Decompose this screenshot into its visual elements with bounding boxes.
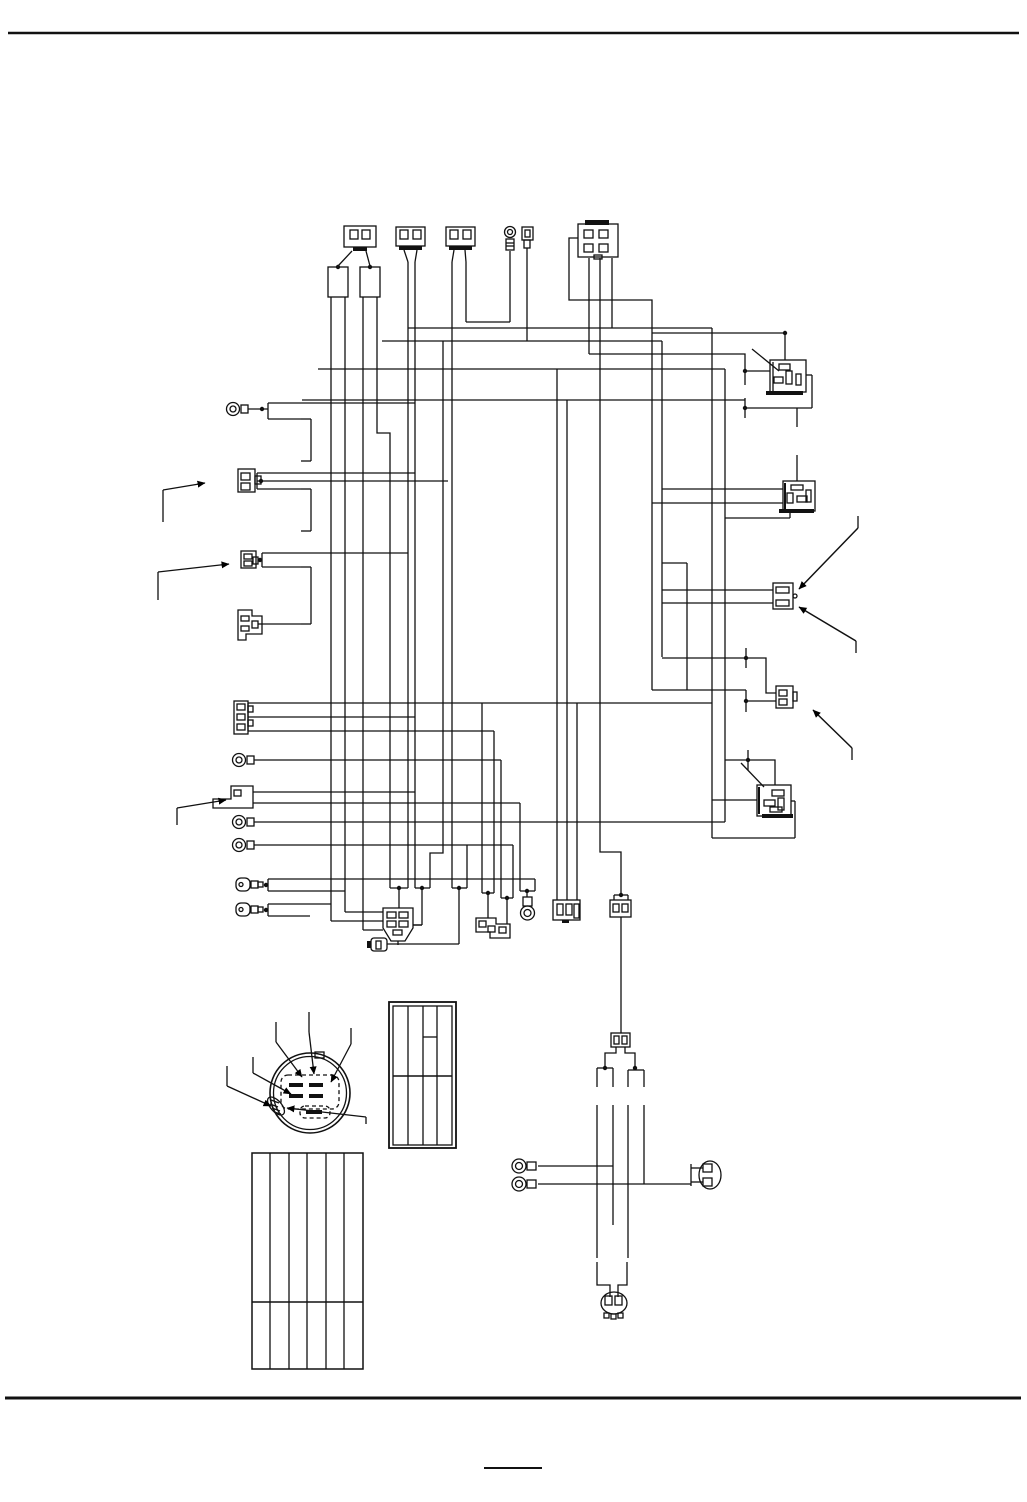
slot-connector-right-part [793, 594, 797, 598]
tail-harness-part [622, 1036, 627, 1044]
relay-connector-3-part [741, 763, 764, 787]
stepped-connector-part [488, 926, 495, 932]
relay-connector-3-part [772, 790, 784, 796]
spade-terminal-top-part [525, 230, 530, 237]
leader-arrow-1 [163, 483, 205, 490]
ignition-switch-part [270, 1053, 350, 1133]
bulb-socket-part [615, 1296, 622, 1305]
socket-connector-right [691, 1161, 721, 1189]
relay-connector-3-part [778, 798, 784, 810]
cdi-connector-part [399, 921, 408, 927]
ring-terminal-1 [227, 403, 269, 420]
relay-connector-1 [652, 331, 812, 427]
connector-3pin-stack-part [237, 724, 245, 730]
top-connector-4pin-part [599, 230, 608, 238]
ring-terminal-top-part [506, 239, 514, 250]
connector-4pin-bottom-part [562, 920, 569, 923]
top-connector-2pin-1-part [338, 251, 352, 266]
top-connector-2pin-1-part [350, 230, 358, 239]
fuse-holder-2-part [368, 265, 372, 269]
socket-connector-right-part [703, 1164, 712, 1172]
top-connector-2pin-3-part [465, 250, 466, 262]
cdi-connector [383, 908, 422, 945]
top-connector-2pin-1-part [344, 226, 376, 247]
top-connector-2pin-2-part [400, 230, 408, 239]
relay-connector-1-part [779, 364, 790, 370]
tail-harness-part [605, 1047, 616, 1068]
ring-terminal-7-part [527, 1180, 536, 1188]
ignition-arrow-3 [331, 1044, 351, 1082]
top-connector-2pin-1-part [353, 247, 367, 251]
ring-terminal-1-part [241, 405, 248, 413]
ring-terminal-4-part [247, 841, 254, 849]
connector-4pin-bottom [553, 900, 580, 923]
cdi-connector-part [399, 912, 408, 918]
top-connector-4pin-part [584, 244, 593, 252]
top-connector-2pin-1-part [366, 251, 370, 266]
ring-terminal-7-part [512, 1177, 526, 1191]
relay-connector-2-part [779, 509, 814, 513]
harness-mesh-part [589, 354, 745, 366]
connector-2pin-right-part [793, 692, 797, 701]
ring-terminal-7-part [516, 1181, 523, 1188]
connector-2pin-left-b-part [244, 561, 252, 566]
ring-terminal-3-part [233, 816, 246, 829]
top-connector-2pin-3-part [450, 230, 458, 239]
connector-2pin-left-c-part [252, 621, 258, 628]
ring-terminal-6-part [516, 1163, 523, 1170]
top-connector-2pin-1-part [362, 230, 370, 239]
top-connector-2pin-2-part [413, 230, 421, 239]
ring-terminal-3-part [236, 819, 242, 825]
harness-mesh-part [377, 297, 390, 888]
top-connector-2pin-3-part [449, 246, 472, 250]
ring-terminal-6-part [527, 1162, 536, 1170]
leader-arrow-3 [177, 800, 226, 808]
harness-mesh [248, 238, 745, 930]
right-leader-arrows [799, 516, 858, 760]
plug-connector [367, 938, 387, 951]
relay-connector-3-part [762, 814, 793, 818]
relay-connector-2-part [791, 485, 803, 490]
connector-2pin-left-c-part [241, 626, 249, 631]
ring-terminal-3 [233, 816, 255, 829]
page-furniture [5, 33, 1021, 1468]
stepped-connector [476, 918, 510, 938]
ignition-switch-part [281, 1075, 339, 1109]
ring-terminal-1-part [227, 403, 240, 416]
fuse-holder-1 [328, 265, 348, 297]
fuse-holder-1-part [328, 267, 348, 297]
fuse-holder-1-part [336, 265, 340, 269]
connector-table-large [252, 1153, 363, 1369]
leader-arrow-5 [799, 607, 856, 641]
relay-connector-1-part [766, 391, 803, 395]
relay-connector-1-part [796, 374, 801, 385]
ring-terminal-top [505, 227, 516, 251]
connector-2pin-left-a-part [241, 473, 250, 480]
ring-terminal-4 [233, 839, 255, 852]
stepped-connector-part [499, 927, 506, 933]
connector-2pin-right-part [746, 658, 776, 693]
relay-connector-2-part [787, 493, 793, 503]
top-connector-2pin-3 [446, 227, 475, 262]
flag-connector [213, 786, 253, 808]
connector-table-small [389, 1002, 456, 1148]
tail-harness-part [614, 1036, 619, 1044]
bullet-terminal-1 [236, 878, 268, 891]
stepped-connector-part [479, 921, 486, 927]
top-connector-4pin-part [599, 244, 608, 252]
bullet-terminal-2 [236, 903, 268, 916]
bulb-socket [601, 1292, 627, 1319]
connector-2pin-right-part [779, 699, 787, 705]
top-connector-4pin-part [585, 220, 609, 225]
spade-terminal-top-part [522, 227, 533, 240]
connector-4pin-bottom-part [566, 904, 572, 915]
connector-2pin-left-c [238, 610, 262, 640]
leader-arrow-4 [799, 528, 858, 589]
tail-harness-part [618, 1262, 627, 1297]
ring-terminal-4-part [233, 839, 246, 852]
tail-harness [538, 1033, 691, 1297]
connector-3pin-stack-part [248, 706, 253, 712]
slot-connector-right-part [776, 587, 789, 593]
plug-connector-part [367, 941, 371, 948]
ring-terminal-5-part [524, 910, 531, 917]
bullet-terminal-2-part [258, 907, 263, 912]
bulb-socket-part [604, 1313, 609, 1318]
spade-terminal-top-part [524, 240, 530, 248]
left-leader-arrows [158, 483, 229, 825]
bullet-terminal-2-part [251, 906, 258, 913]
ring-terminal-6 [512, 1159, 536, 1173]
bullet-terminal-1-part [258, 882, 263, 887]
fuse-holder-2-part [360, 267, 380, 297]
connector-2pin-right-part [779, 690, 787, 696]
connector-3pin-stack-part [237, 704, 245, 710]
ignition-arrow-5 [227, 1086, 271, 1106]
relay-connector-1-part [786, 371, 792, 384]
connector-2pin-bottom-part [622, 904, 628, 912]
ring-terminal-5-part [521, 906, 535, 920]
connector-3pin-stack-part [237, 714, 245, 720]
ring-terminal-2-part [247, 756, 254, 764]
connector-2pin-left-b [241, 551, 262, 568]
bottom-junction-brackets-part [619, 893, 623, 897]
leader-arrow-6 [813, 710, 852, 748]
tail-harness-part [625, 1047, 635, 1068]
ring-terminal-2-part [233, 754, 246, 767]
fuse-holder-2 [360, 265, 380, 297]
relay-connector-2 [652, 455, 815, 518]
connector-3pin-stack-part [248, 720, 253, 726]
ring-terminal-3-part [247, 818, 254, 826]
cdi-connector-part [387, 912, 396, 918]
slot-connector-right-part [776, 600, 789, 606]
bullet-terminal-1-part [251, 881, 258, 888]
connector-4pin-bottom-part [557, 904, 563, 915]
ignition-leader-arrows [227, 1012, 366, 1124]
top-connector-2pin-2-part [404, 250, 408, 262]
top-connector-2pin-2-part [399, 246, 422, 250]
cdi-connector-part [387, 921, 396, 927]
bulb-socket-part [605, 1296, 612, 1305]
ring-terminal-5 [521, 897, 535, 920]
relay-connector-3-part [748, 760, 775, 785]
spade-terminal-top [522, 227, 533, 248]
plug-connector-part [376, 941, 381, 949]
connector-3pin-stack-part [234, 701, 248, 734]
ring-terminal-2-part [236, 757, 242, 763]
connector-2pin-left-b-part [244, 554, 252, 559]
connector-2pin-bottom-part [613, 904, 619, 912]
relay-connector-3-part [764, 800, 775, 806]
ignition-switch [265, 1052, 350, 1133]
ring-terminal-1-part [260, 407, 264, 411]
ring-terminal-top-part [508, 230, 513, 235]
ring-terminal-2 [233, 754, 255, 767]
relay-connector-1-part [774, 377, 783, 383]
connector-2pin-left-a-part [241, 483, 250, 490]
top-connector-2pin-3-part [452, 250, 454, 262]
top-connector-2pin-2-part [415, 250, 417, 262]
slot-connector-right [662, 563, 797, 690]
top-connector-2pin-3-part [463, 230, 471, 239]
socket-connector-right-part [699, 1161, 721, 1189]
ring-terminal-top-part [505, 227, 516, 238]
top-connector-4pin [578, 220, 618, 259]
flag-connector-part [213, 786, 253, 808]
ring-terminal-4-part [236, 842, 242, 848]
connector-2pin-bottom [610, 900, 631, 1033]
cdi-connector-part [393, 930, 402, 935]
ring-terminal-1-part [230, 406, 236, 412]
bottom-junction-brackets [387, 886, 628, 944]
leader-arrow-2 [158, 564, 229, 572]
ring-terminal-5-part [523, 897, 532, 906]
tail-harness-part [597, 1262, 610, 1297]
ring-terminal-7 [512, 1177, 536, 1191]
ring-terminal-6-part [512, 1159, 526, 1173]
harness-mesh-part [430, 341, 443, 888]
flag-connector-part [234, 790, 241, 796]
top-connector-2pin-1 [338, 226, 376, 266]
connector-2pin-left-a-part [259, 479, 263, 483]
bullet-terminal-2-part [239, 908, 243, 912]
connector-2pin-left-c-part [241, 616, 249, 621]
bullet-terminal-1-part [239, 883, 243, 887]
harness-mesh-part [569, 238, 652, 690]
bulb-socket-part [611, 1314, 616, 1319]
top-connector-2pin-2 [396, 227, 425, 262]
top-connector-4pin-part [584, 230, 593, 238]
connector-4pin-bottom-part [574, 904, 579, 918]
socket-connector-right-part [703, 1178, 712, 1186]
